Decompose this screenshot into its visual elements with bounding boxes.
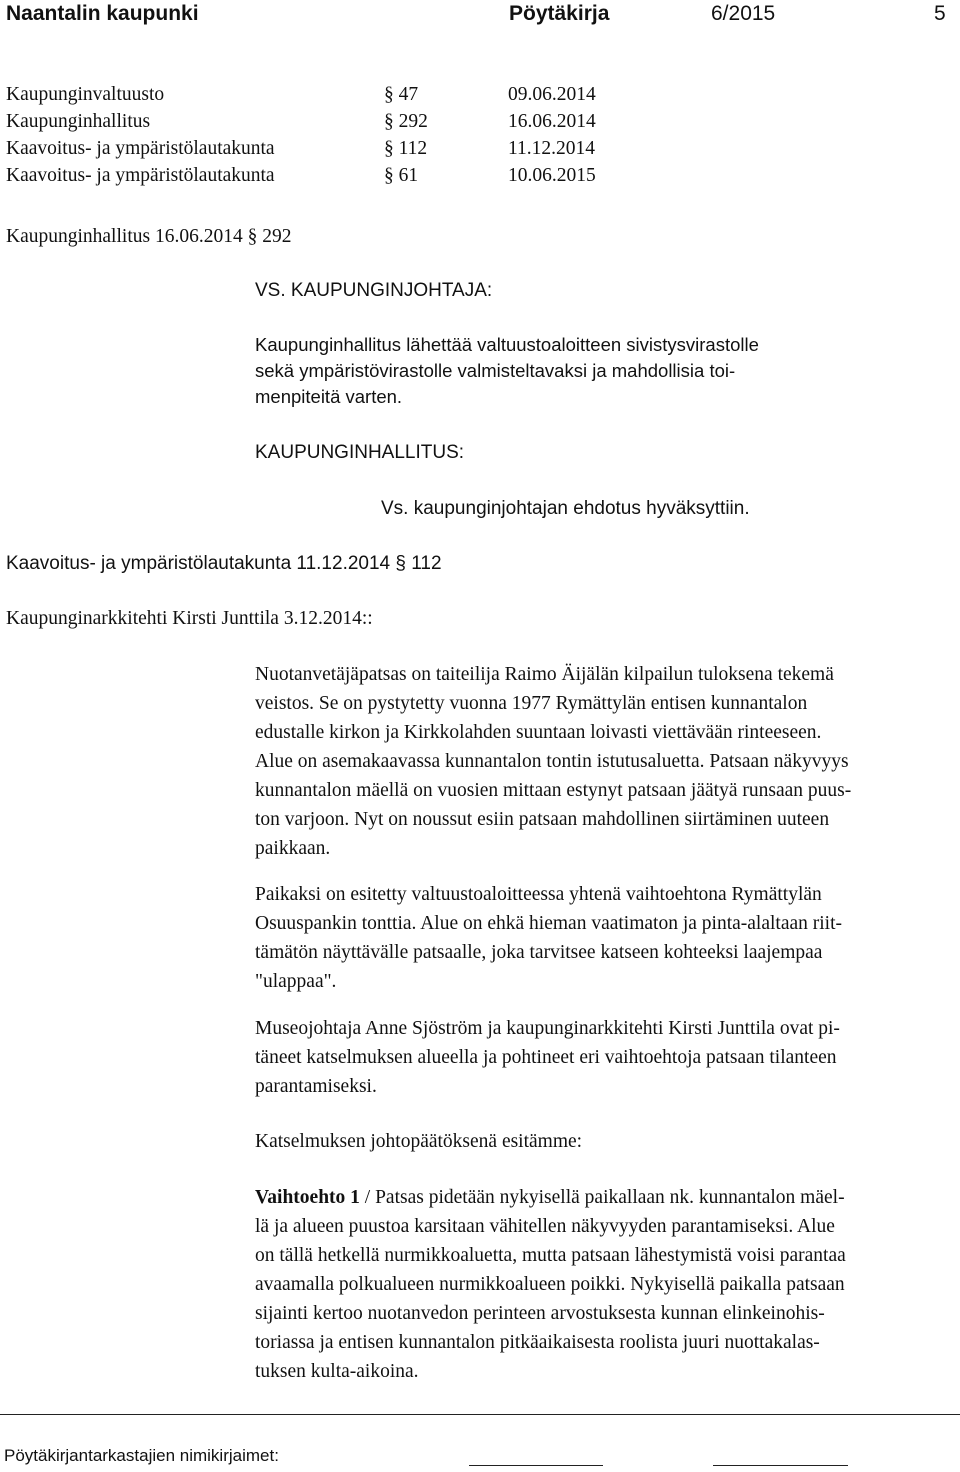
text-line: paikkaan. bbox=[255, 838, 331, 859]
kh-heading: Kaupunginhallitus 16.06.2014 § 292 bbox=[6, 226, 292, 247]
history-date: 09.06.2014 bbox=[508, 84, 596, 105]
history-date: 16.06.2014 bbox=[508, 111, 596, 132]
history-date: 11.12.2014 bbox=[508, 138, 596, 159]
text-line: veistos. Se on pystytetty vuonna 1977 Rymättylän entisen kunnantalon bbox=[255, 693, 808, 714]
text-line: lä ja alueen puustoa karsitaan vähitellen näkyvyyden parantamiseksi. Alue bbox=[255, 1216, 835, 1237]
initials-line-1 bbox=[469, 1465, 603, 1466]
text-line: ton varjoon. Nyt on noussut esiin patsaan mahdollinen siirtäminen uuteen bbox=[255, 809, 830, 830]
paragraph-option-1 bbox=[255, 1183, 957, 1386]
text-line: Museojohtaja Anne Sjöström ja kaupunginarkkitehti Kirsti Junttila ovat pi- bbox=[255, 1018, 840, 1039]
paragraph-inspection bbox=[255, 1014, 957, 1101]
history-section: § 292 bbox=[384, 111, 428, 132]
text-line: Osuuspankin tonttia. Alue on ehkä hieman vaatimaton ja pinta-alaltaan riit- bbox=[255, 913, 842, 934]
history-section: § 61 bbox=[384, 165, 419, 186]
history-body: Kaupunginhallitus bbox=[6, 111, 151, 132]
text-line: parantamiseksi. bbox=[255, 1076, 377, 1097]
history-body: Kaavoitus- ja ympäristölautakunta bbox=[6, 138, 275, 159]
header-issue: 6/2015 bbox=[711, 2, 776, 25]
text-line: Alue on asemakaavassa kunnantalon tontin istutusaluetta. Patsaan näkyvyys bbox=[255, 751, 849, 772]
option-1-text: / Patsas pidetään nykyisellä paikallaan nk. kunnantalon mäel- bbox=[359, 1187, 845, 1208]
text-line: edustalle kirkon ja Kirkkolahden suuntaan loivasti viettävään rinteeseen. bbox=[255, 722, 822, 743]
footer-reviewers-label: Pöytäkirjantarkastajien nimikirjaimet: bbox=[4, 1446, 279, 1465]
history-date: 10.06.2015 bbox=[508, 165, 596, 186]
text-line: Paikaksi on esitetty valtuustoaloitteessa yhtenä vaihtoehtona Rymättylän bbox=[255, 884, 822, 905]
text-line: kunnantalon mäellä on vuosien mittaan estynyt patsaan jäätyä runsaan puus- bbox=[255, 780, 852, 801]
text-line: avaamalla polkualueen nurmikkoalueen poikki. Nykyisellä paikalla patsaan bbox=[255, 1274, 845, 1295]
text-line: Katselmuksen johtopäätöksenä esitämme: bbox=[255, 1131, 583, 1152]
history-section: § 47 bbox=[384, 84, 419, 105]
text-line: toriassa ja entisen kunnantalon pitkäaikaisesta roolista juuri nuottakalas- bbox=[255, 1332, 820, 1353]
paragraph-conclusion-intro bbox=[255, 1127, 957, 1156]
text-line: tämätön näyttävälle patsaalle, joka tarvitsee katseen kohteeksi laajempaa bbox=[255, 942, 823, 963]
kyl-heading: Kaavoitus- ja ympäristölautakunta 11.12.2014 § 112 bbox=[6, 553, 442, 574]
history-section: § 112 bbox=[384, 138, 428, 159]
text-line: Kaupunginhallitus lähettää valtuustoaloitteen sivistysvirastolle bbox=[255, 334, 759, 355]
header-doc-type: Pöytäkirja bbox=[509, 2, 610, 25]
text-line bbox=[255, 1183, 957, 1212]
paragraph-statue-background bbox=[255, 660, 957, 863]
vs-proposal bbox=[255, 332, 957, 410]
text-line: sekä ympäristövirastolle valmisteltavaksi ja mahdollisia toi- bbox=[255, 360, 736, 381]
text-line: tuksen kulta-aikoina. bbox=[255, 1361, 419, 1382]
text-line: Nuotanvetäjäpatsas on taiteilija Raimo Äijälän kilpailun tuloksena tekemä bbox=[255, 664, 834, 685]
text-line: menpiteitä varten. bbox=[255, 386, 403, 407]
paragraph-proposed-site bbox=[255, 880, 957, 996]
kh-decision: Vs. kaupunginjohtajan ehdotus hyväksyttiin. bbox=[381, 498, 750, 519]
text-line: on tällä hetkellä nurmikkoaluetta, mutta patsaan lähestymistä voisi parantaa bbox=[255, 1245, 846, 1266]
history-body: Kaavoitus- ja ympäristölautakunta bbox=[6, 165, 275, 186]
header-org: Naantalin kaupunki bbox=[6, 2, 199, 25]
initials-line-2 bbox=[713, 1465, 848, 1466]
text-line: sijainti kertoo nuotanvedon perinteen arvostuksesta kunnan elinkeinohis- bbox=[255, 1303, 825, 1324]
text-line: "ulappaa". bbox=[255, 971, 337, 992]
kaupunginhallitus-label: KAUPUNGINHALLITUS: bbox=[255, 442, 465, 463]
option-1-label: Vaihtoehto 1 bbox=[255, 1187, 360, 1208]
architect-heading: Kaupunginarkkitehti Kirsti Junttila 3.12.2014:: bbox=[6, 608, 373, 629]
footer-divider bbox=[0, 1414, 960, 1415]
text-line: täneet katselmuksen alueella ja pohtineet eri vaihtoehtoja patsaan tilanteen bbox=[255, 1047, 837, 1068]
history-body: Kaupunginvaltuusto bbox=[6, 84, 165, 105]
vs-kaupunginjohtaja-label: VS. KAUPUNGINJOHTAJA: bbox=[255, 280, 493, 301]
header-page-number: 5 bbox=[934, 2, 946, 25]
